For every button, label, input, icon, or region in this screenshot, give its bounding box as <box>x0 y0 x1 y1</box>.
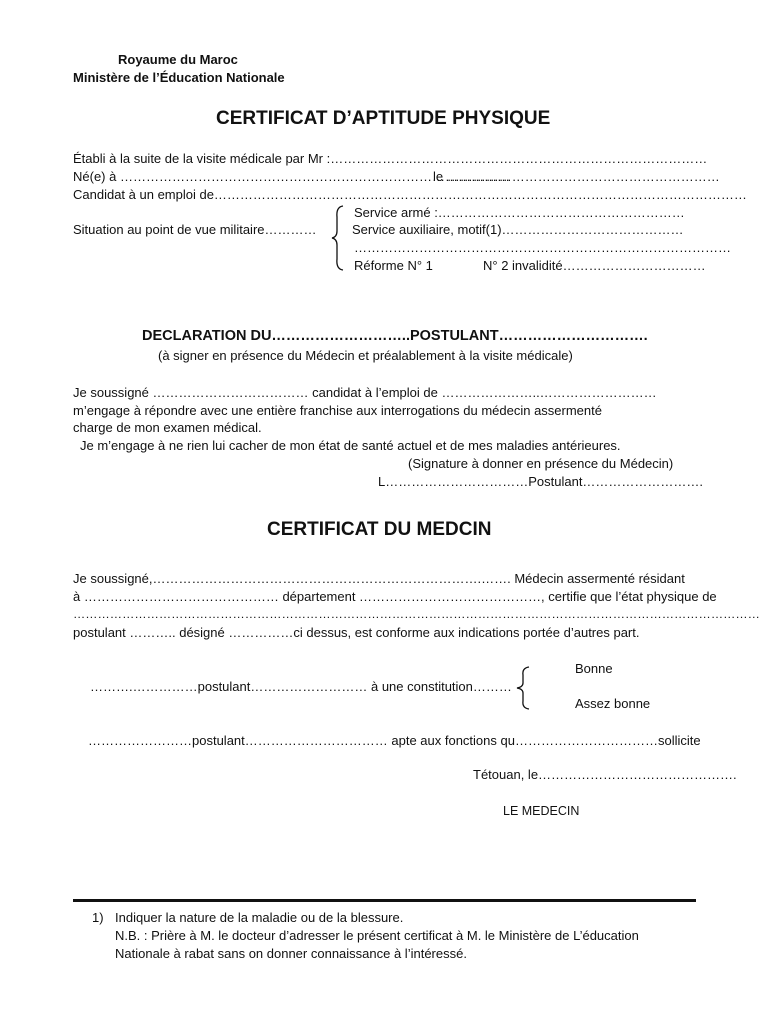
declaration-line-1: Je soussigné ……………………………… candidat à l’emploi de …………………..……………………… <box>73 385 657 400</box>
certificate-title: CERTIFICAT D’APTITUDE PHYSIQUE <box>216 108 551 129</box>
footnote-line-2: N.B. : Prière à M. le docteur d’adresser le présent certificat à M. le Ministère de L’éducation <box>115 928 639 943</box>
apte-line: ……………………postulant…………………………… apte aux fonctions qu……………………………sollicite <box>88 733 701 748</box>
medecin-line-3: …………………………………………………………………………………………………………………………………………………… <box>73 607 760 621</box>
header-ministry: Ministère de l’Éducation Nationale <box>73 70 285 85</box>
birthplace-line: Né(e) à ……………………………………………………………………………… <box>73 169 510 184</box>
reforme-label: Réforme N° 1 <box>354 258 433 273</box>
declaration-line-3: charge de mon examen médical. <box>73 420 262 435</box>
dotted-line: …………………………………………………………………………… <box>354 240 731 255</box>
military-situation-label: Situation au point de vue militaire………… <box>73 222 317 237</box>
option-assez-bonne: Assez bonne <box>575 696 651 711</box>
constitution-line: ……….……………postulant……………………… à une constitution……… <box>90 679 512 694</box>
brace-icon <box>515 666 531 710</box>
postulant-signature-line: L……………………………Postulant………………………. <box>378 474 704 489</box>
footnote-line-1: Indiquer la nature de la maladie ou de la blessure. <box>115 910 404 925</box>
declaration-line-2: m’engage à répondre avec une entière franchise aux interrogations du médecin assermenté <box>73 403 602 418</box>
brace-icon <box>331 205 345 271</box>
option-bonne: Bonne <box>575 661 613 676</box>
invalidite-line: N° 2 invalidité…………………………… <box>483 258 706 273</box>
signatory-label: LE MEDECIN <box>503 804 580 818</box>
footnote-number: 1) <box>92 910 104 925</box>
declaration-title: DECLARATION DU………………………..POSTULANT…………………………. <box>142 328 648 344</box>
signature-note: (Signature à donner en présence du Médecin) <box>408 456 674 471</box>
service-auxiliaire-line: Service auxiliaire, motif(1)…………………………………… <box>352 222 684 237</box>
etabli-line: Établi à la suite de la visite médicale par Mr :…………………………………………………………………………… <box>73 151 708 166</box>
medecin-title: CERTIFICAT DU MEDCIN <box>267 519 492 540</box>
medecin-line-1: Je soussigné,………………………………………………………………….……. Médecin assermenté résidant <box>73 571 685 586</box>
medecin-line-4: postulant ……….. désigné ……………ci dessus, est conforme aux indications portée d’autres part. <box>73 625 640 640</box>
candidat-line: Candidat à un emploi de…………………………………………………………………………………………………………… <box>73 187 747 202</box>
footnote-line-3: Nationale à rabat sans on donner connaissance à l’intéressé. <box>115 946 467 961</box>
footnote-divider <box>73 899 696 902</box>
service-arme-line: Service armé :………………………………………………… <box>354 205 685 220</box>
birthdate-line: le ……………………………………………………… <box>433 169 720 184</box>
medecin-line-2: à ……………………………………… département ……………………………………, certifie que l’état physique de <box>73 589 717 604</box>
place-date-line: Tétouan, le………………………………………. <box>473 767 737 782</box>
header-kingdom: Royaume du Maroc <box>118 52 238 67</box>
declaration-subtitle: (à signer en présence du Médecin et préalablement à la visite médicale) <box>158 348 573 363</box>
declaration-line-4: Je m’engage à ne rien lui cacher de mon état de santé actuel et de mes maladies antérieures. <box>80 438 621 453</box>
